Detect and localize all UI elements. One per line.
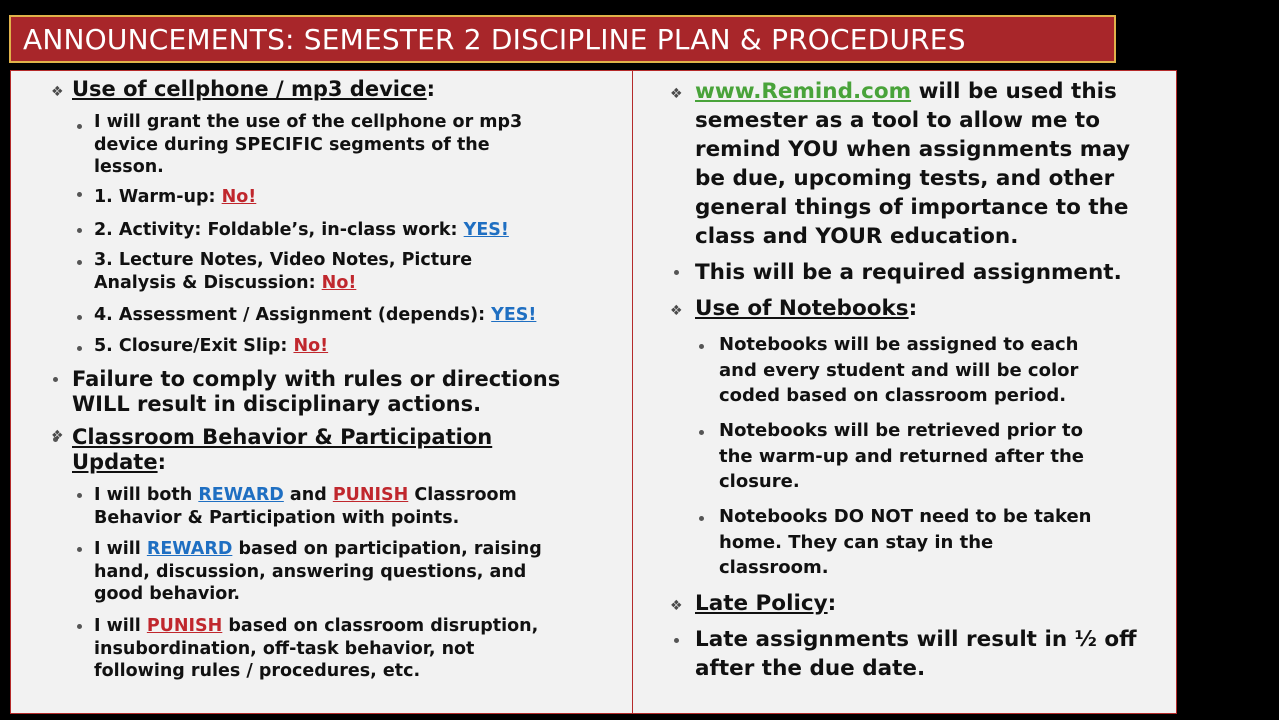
required-text: This will be a required assignment. (695, 260, 1122, 285)
notebooks-retrieved: Notebooks will be retrieved prior to the warm-up and returned after the closure. (719, 420, 1084, 492)
dot-bullet-icon (77, 346, 82, 351)
right-panel (632, 70, 1177, 714)
late-heading: Late Policy: (695, 591, 837, 616)
notebooks-assigned: Notebooks will be assigned to each and every student and will be color coded based on classroom period. (719, 334, 1079, 406)
dot-bullet-icon (77, 493, 82, 498)
dot-bullet-icon (77, 124, 82, 129)
closure-item: 5. Closure/Exit Slip: No! (94, 336, 329, 356)
left-panel (10, 70, 633, 714)
failure-text: Failure to comply with rules or directions WILL result in disciplinary actions. (72, 367, 561, 416)
late-text: Late assignments will result in ½ off after the due date. (695, 627, 1137, 681)
diamond-bullet-icon: ❖ (51, 428, 64, 444)
dot-bullet-icon (77, 192, 82, 197)
dot-bullet-icon (674, 270, 679, 275)
dot-bullet-icon (53, 377, 58, 382)
grant-text: I will grant the use of the cellphone or mp3 device during SPECIFIC segments of the lesson. (94, 112, 523, 177)
cellphone-heading: Use of cellphone / mp3 device: (72, 77, 436, 101)
warmup-item: 1. Warm-up: No! (94, 187, 257, 207)
page-title: ANNOUNCEMENTS: SEMESTER 2 DISCIPLINE PLAN & PROCEDURES (23, 23, 966, 56)
punish-item: I will PUNISH based on classroom disruption, insubordination, off-task behavior, not following rules / procedures, etc. (94, 616, 539, 681)
notebooks-home: Notebooks DO NOT need to be taken home. They can stay in the classroom. (719, 506, 1092, 578)
notebooks-heading: Use of Notebooks: (695, 296, 918, 321)
title-banner (9, 15, 1116, 63)
dot-bullet-icon (674, 638, 679, 643)
dot-bullet-icon (699, 344, 704, 349)
diamond-bullet-icon: ❖ (670, 303, 683, 319)
dot-bullet-icon (77, 315, 82, 320)
both-item: I will both REWARD and PUNISH Classroom Behavior & Participation with points. (94, 485, 517, 528)
dot-bullet-icon (699, 516, 704, 521)
dot-bullet-icon (699, 430, 704, 435)
lecture-item: 3. Lecture Notes, Video Notes, Picture Analysis & Discussion: No! (94, 250, 473, 293)
remind-text: www.Remind.com will be used this semester as a tool to allow me to remind YOU when assignments may be due, upcoming tests, and other general things of importance to the class and YOUR education. (695, 79, 1130, 249)
remind-link[interactable]: www.Remind.com (695, 79, 912, 104)
diamond-bullet-icon: ❖ (670, 598, 683, 614)
dot-bullet-icon (77, 228, 82, 233)
diamond-bullet-icon: ❖ (51, 84, 64, 100)
assessment-item: 4. Assessment / Assignment (depends): YES! (94, 305, 537, 325)
behavior-heading: Classroom Behavior & Participation Update: (72, 425, 493, 474)
activity-item: 2. Activity: Foldable’s, in-class work: YES! (94, 220, 509, 240)
dot-bullet-icon (77, 624, 82, 629)
reward-item: I will REWARD based on participation, raising hand, discussion, answering questions, and good behavior. (94, 539, 542, 604)
dot-bullet-icon (77, 260, 82, 265)
diamond-bullet-icon: ❖ (670, 86, 683, 102)
dot-bullet-icon (77, 547, 82, 552)
